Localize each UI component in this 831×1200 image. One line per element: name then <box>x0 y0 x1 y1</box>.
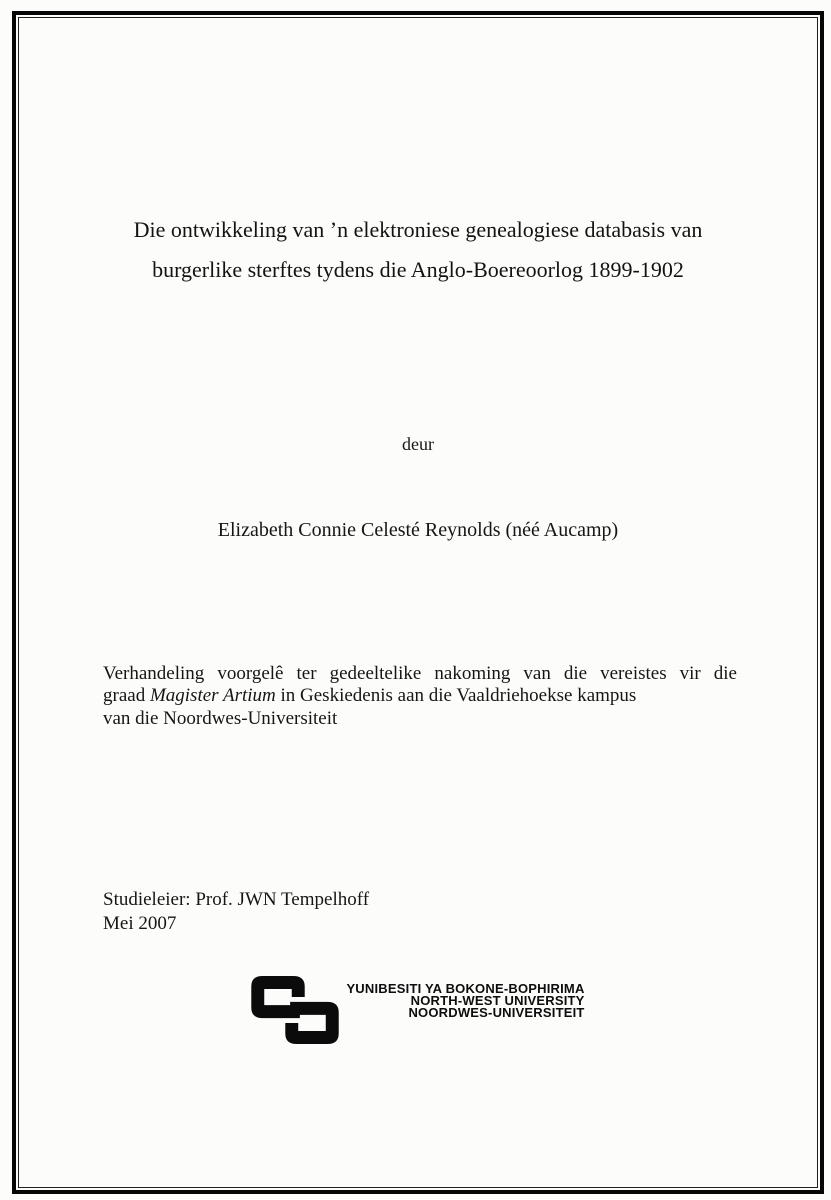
page-border-inner <box>18 17 818 1188</box>
degree-name-italic: Magister Artium <box>149 685 276 707</box>
submission-line-2-post: in Geskiedenis aan die Vaaldriehoekse kampus <box>275 685 637 707</box>
thesis-title-line-2: burgerlike sterftes tydens die Anglo-Boereoorlog 1899-1902 <box>152 257 684 282</box>
page-border-outer <box>12 11 824 1194</box>
date-line: Mei 2007 <box>103 912 177 934</box>
thesis-title <box>19 210 817 290</box>
submission-statement <box>103 663 737 730</box>
byline-deur: deur <box>402 434 434 454</box>
logo-line-afrikaans: NOORDWES-UNIVERSITEIT <box>408 1004 585 1020</box>
logo-line-setswana: YUNIBESITI YA BOKONE-BOPHIRIMA <box>346 981 585 996</box>
supervisor-line: Studieleier: Prof. JWN Tempelhoff <box>103 889 370 910</box>
submission-line-2-pre: graad <box>103 685 150 707</box>
supervisor-date-block <box>103 888 369 935</box>
submission-line-3: van die Noordwes-Universiteit <box>103 707 338 729</box>
nwu-logo <box>19 976 817 1044</box>
author-name: Elizabeth Connie Celesté Reynolds (néé Aucamp) <box>217 519 619 541</box>
nwu-logo-mark-icon <box>251 976 339 1044</box>
thesis-title-line-1: Die ontwikkeling van ’n elektroniese genealogiese databasis van <box>133 217 703 242</box>
nwu-logo-text <box>346 983 584 1019</box>
logo-line-english: NORTH-WEST UNIVERSITY <box>410 992 585 1008</box>
submission-line-2 <box>103 685 737 707</box>
submission-line-1: Verhandeling voorgelê ter gedeeltelike nakoming van die vereistes vir die <box>103 663 737 684</box>
